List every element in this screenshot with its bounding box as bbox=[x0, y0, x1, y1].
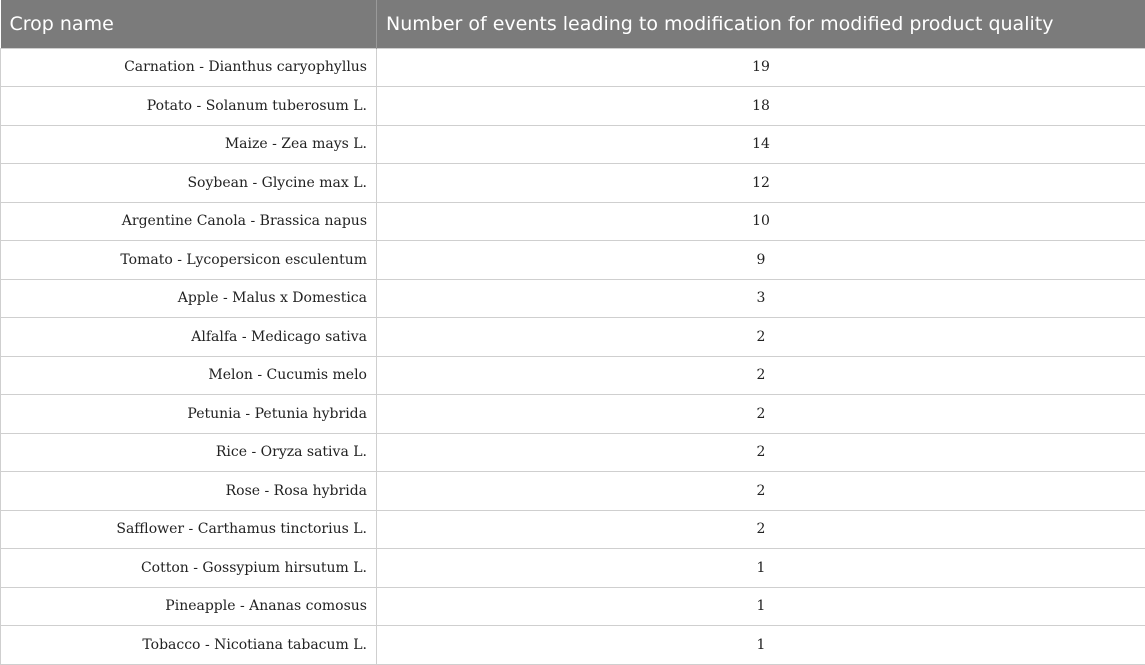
header-crop-name: Crop name bbox=[1, 0, 377, 48]
table-body bbox=[1, 48, 1145, 664]
crop-name-cell: Carnation - Dianthus caryophyllus bbox=[1, 48, 377, 87]
crop-name-cell: Melon - Cucumis melo bbox=[1, 356, 377, 395]
table-row bbox=[1, 433, 1145, 472]
header-event-count: Number of events leading to modification for modified product quality bbox=[377, 0, 1145, 48]
event-count-cell: 2 bbox=[377, 395, 1145, 434]
event-count-cell: 12 bbox=[377, 164, 1145, 203]
crop-name-cell: Potato - Solanum tuberosum L. bbox=[1, 87, 377, 126]
table-row bbox=[1, 48, 1145, 87]
crop-name-cell: Tomato - Lycopersicon esculentum bbox=[1, 241, 377, 280]
table-row bbox=[1, 202, 1145, 241]
table-row bbox=[1, 356, 1145, 395]
table-row bbox=[1, 279, 1145, 318]
table-row bbox=[1, 241, 1145, 280]
table-row bbox=[1, 549, 1145, 588]
crop-name-cell: Petunia - Petunia hybrida bbox=[1, 395, 377, 434]
event-count-cell: 2 bbox=[377, 433, 1145, 472]
crop-name-cell: Alfalfa - Medicago sativa bbox=[1, 318, 377, 357]
crop-name-cell: Cotton - Gossypium hirsutum L. bbox=[1, 549, 377, 588]
crop-name-cell: Tobacco - Nicotiana tabacum L. bbox=[1, 626, 377, 665]
table-row bbox=[1, 510, 1145, 549]
crop-name-cell: Pineapple - Ananas comosus bbox=[1, 587, 377, 626]
event-count-cell: 18 bbox=[377, 87, 1145, 126]
event-count-cell: 2 bbox=[377, 356, 1145, 395]
crop-name-cell: Argentine Canola - Brassica napus bbox=[1, 202, 377, 241]
header-row bbox=[1, 0, 1145, 48]
event-count-cell: 1 bbox=[377, 549, 1145, 588]
crop-name-cell: Safflower - Carthamus tinctorius L. bbox=[1, 510, 377, 549]
table-row bbox=[1, 395, 1145, 434]
crop-name-cell: Soybean - Glycine max L. bbox=[1, 164, 377, 203]
crop-name-cell: Apple - Malus x Domestica bbox=[1, 279, 377, 318]
event-count-cell: 14 bbox=[377, 125, 1145, 164]
event-count-cell: 19 bbox=[377, 48, 1145, 87]
event-count-cell: 1 bbox=[377, 626, 1145, 665]
event-count-cell: 2 bbox=[377, 318, 1145, 357]
event-count-cell: 2 bbox=[377, 510, 1145, 549]
table-row bbox=[1, 472, 1145, 511]
table-row bbox=[1, 626, 1145, 665]
table-row bbox=[1, 164, 1145, 203]
event-count-cell: 3 bbox=[377, 279, 1145, 318]
event-count-cell: 1 bbox=[377, 587, 1145, 626]
crop-name-cell: Maize - Zea mays L. bbox=[1, 125, 377, 164]
crop-name-cell: Rice - Oryza sativa L. bbox=[1, 433, 377, 472]
table-row bbox=[1, 87, 1145, 126]
table-row bbox=[1, 318, 1145, 357]
crop-name-cell: Rose - Rosa hybrida bbox=[1, 472, 377, 511]
event-count-cell: 10 bbox=[377, 202, 1145, 241]
event-count-cell: 2 bbox=[377, 472, 1145, 511]
table-row bbox=[1, 125, 1145, 164]
table-row bbox=[1, 587, 1145, 626]
table-header bbox=[1, 0, 1145, 48]
event-count-cell: 9 bbox=[377, 241, 1145, 280]
